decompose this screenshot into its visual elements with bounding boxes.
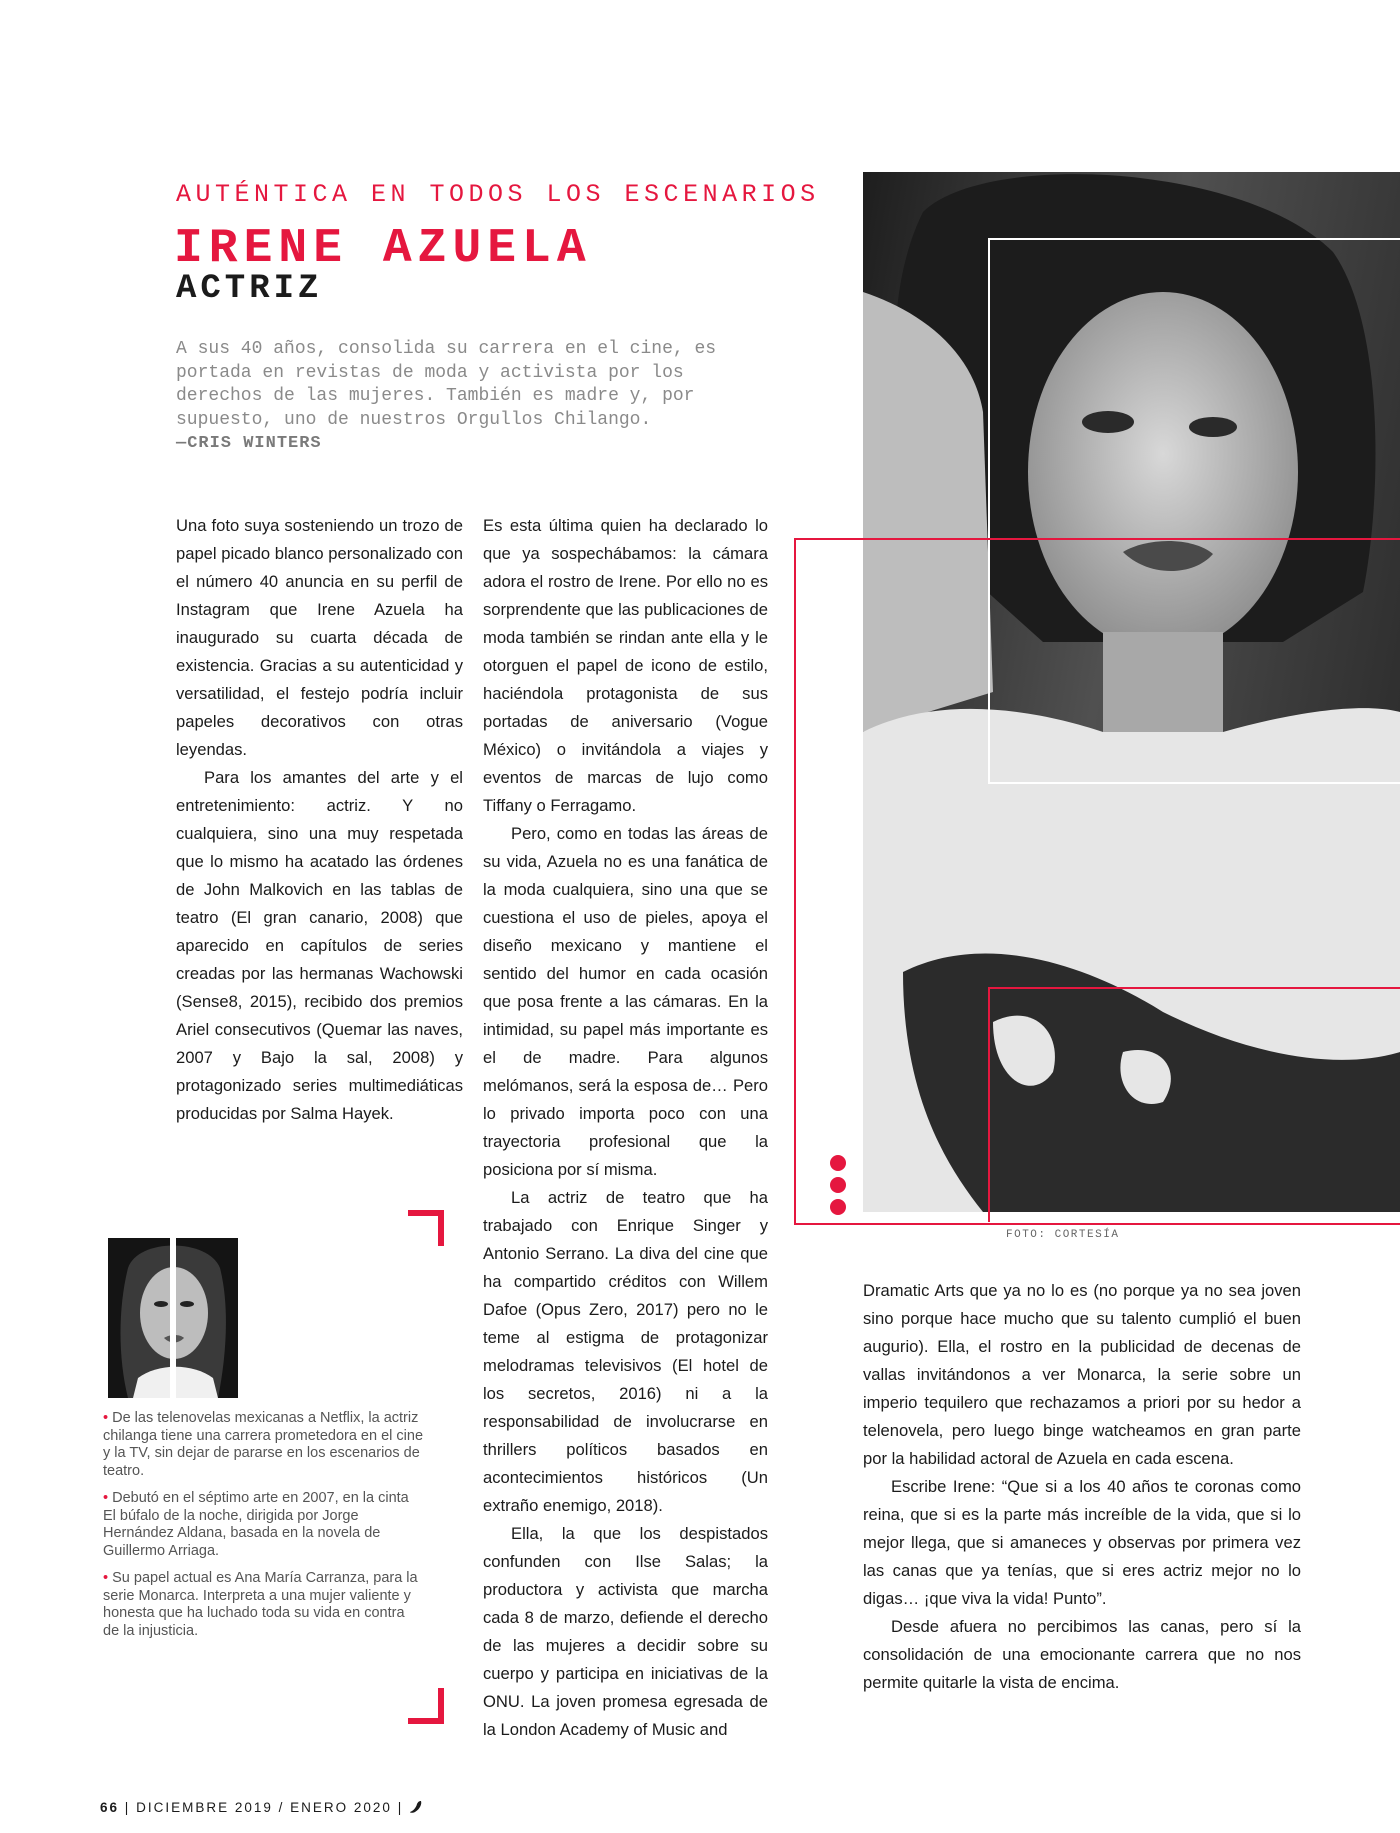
author-credit: —CRIS WINTERS xyxy=(176,434,322,453)
article-title: IRENE AZUELA xyxy=(174,222,592,276)
page-number: 66 xyxy=(100,1800,120,1815)
sidebar-facts xyxy=(103,1410,423,1650)
article-column-1 xyxy=(176,512,463,1128)
separator: | xyxy=(124,1800,131,1815)
paragraph: Dramatic Arts que ya no lo es (no porque ya no sea joven sino porque hace mucho que su talento cumplió el buen augurio). Ella, el rostro en la publicidad de decenas de vallas invitándonos a ver Monarca, la serie sobre un imperio tequilero que rechazamos a priori por su hedor a telenovela, pero luego binge watcheamos en gran parte por la habilidad actoral de Azuela en cada escena. xyxy=(863,1281,1301,1468)
paragraph: Para los amantes del arte y el entretenimiento: actriz. Y no cualquiera, sino una muy respetada que lo mismo ha acatado las órdenes de John Malkovich en las tablas de teatro (El gran canario, 2008) que aparecido en capítulos de series creadas por las hermanas Wachowski (Sense8, 2015), recibido dos premios Ariel consecutivos (Quemar las naves, 2007 y Bajo la sal, 2008) y protagonizado series multimediáticas producidas por Salma Hayek. xyxy=(176,768,463,1123)
portrait-drawing xyxy=(108,1238,238,1398)
fact-item xyxy=(103,1410,423,1480)
fact-text: Su papel actual es Ana María Carranza, para la serie Monarca. Interpreta a una mujer valiente y honesta que ha luchado toda su vida en contra de la injusticia. xyxy=(103,1570,418,1639)
article-column-2 xyxy=(483,512,768,1744)
lede xyxy=(176,338,746,456)
decorative-dots xyxy=(830,1155,846,1221)
bullet-icon: • xyxy=(103,1570,109,1586)
paragraph: Ella, la que los despistados confunden con Ilse Salas; la productora y activista que marcha cada 8 de marzo, defiende el derecho de las mujeres a decidir sobre su cuerpo y participa en iniciativas de la ONU. La joven promesa egresada de la London Academy of Music and xyxy=(483,1524,768,1739)
fact-text: Debutó en el séptimo arte en 2007, en la cinta El búfalo de la noche, dirigida por Jorge Hernández Aldana, basada en la novela de Guillermo Arriaga. xyxy=(103,1490,409,1559)
fact-item xyxy=(103,1570,423,1640)
paragraph: Desde afuera no percibimos las canas, pero sí la consolidación de una emocionante carrera que no nos permite quitarle la vista de encima. xyxy=(863,1617,1301,1692)
dot-icon xyxy=(830,1155,846,1171)
corner-bracket-bottom xyxy=(408,1688,444,1724)
paragraph: Una foto suya sosteniendo un trozo de papel picado blanco personalizado con el número 40 anuncia en su perfil de Instagram que Irene Azuela ha inaugurado su cuarta década de existencia. Gracias a su autenticidad y versatilidad, el festejo podría incluir papeles decorativos con otras leyendas. xyxy=(176,516,463,759)
bullet-icon: • xyxy=(103,1410,109,1426)
issue-date: DICIEMBRE 2019 / ENERO 2020 xyxy=(136,1800,392,1815)
fact-text: De las telenovelas mexicanas a Netflix, la actriz chilanga tiene una carrera prometedora en el cine y la TV, sin dejar de pararse en los escenarios de teatro. xyxy=(103,1410,424,1479)
section-kicker: AUTÉNTICA EN TODOS LOS ESCENARIOS xyxy=(176,180,820,209)
paragraph: Escribe Irene: “Que si a los 40 años te coronas como reina, que si es la parte más increíble de la vida, que si lo mejor llega, que si amaneces y observas por primera vez las canas que ya tenías, que si eres actriz mejor no lo digas… ¡que viva la vida! Punto”. xyxy=(863,1477,1301,1608)
dot-icon xyxy=(830,1177,846,1193)
paragraph: Es esta última quien ha declarado lo que ya sospechábamos: la cámara adora el rostro de Irene. Por ello no es sorprendente que las publicaciones de moda también se rindan ante ella y le otorguen el papel de icono de estilo, haciéndola protagonista de sus portadas de aniversario (Vogue México) o invitándola a viajes y eventos de marcas de lujo como Tiffany o Ferragamo. xyxy=(483,516,768,815)
article-subtitle: ACTRIZ xyxy=(176,270,323,308)
fact-item xyxy=(103,1490,423,1560)
chili-icon xyxy=(409,1800,423,1814)
corner-bracket-top xyxy=(408,1210,444,1246)
paragraph: La actriz de teatro que ha trabajado con Enrique Singer y Antonio Serrano. La diva del cine que ha compartido créditos con Willem Dafoe (Opus Zero, 2017) pero no le teme al estigma de protagonizar melodramas televisivos (El hotel de los secretos, 2016) ni a la responsabilidad de involucrarse en thrillers políticos basados en acontecimientos históricos (Un extraño enemigo, 2018). xyxy=(483,1188,768,1515)
photo-credit: FOTO: CORTESÍA xyxy=(1006,1229,1120,1241)
red-frame-small xyxy=(988,987,1400,1222)
bullet-icon: • xyxy=(103,1490,109,1506)
portrait-illustration xyxy=(108,1238,238,1398)
article-column-3 xyxy=(863,1277,1301,1697)
dot-icon xyxy=(830,1199,846,1215)
lede-text: A sus 40 años, consolida su carrera en el cine, es portada en revistas de moda y activista por los derechos de las mujeres. También es madre y, por supuesto, uno de nuestros Orgullos Chilango. xyxy=(176,339,717,430)
separator: | xyxy=(397,1800,404,1815)
paragraph: Pero, como en todas las áreas de su vida, Azuela no es una fanática de la moda cualquiera, sino una que se cuestiona el uso de pieles, apoya el diseño mexicano y mantiene el sentido del humor en cada ocasión que posa frente a las cámaras. En la intimidad, su papel más importante es el de madre. Para algunos melómanos, será la esposa de… Pero lo privado importa poco con una trayectoria profesional que la posiciona por sí misma. xyxy=(483,824,768,1179)
page-footer xyxy=(100,1800,423,1815)
